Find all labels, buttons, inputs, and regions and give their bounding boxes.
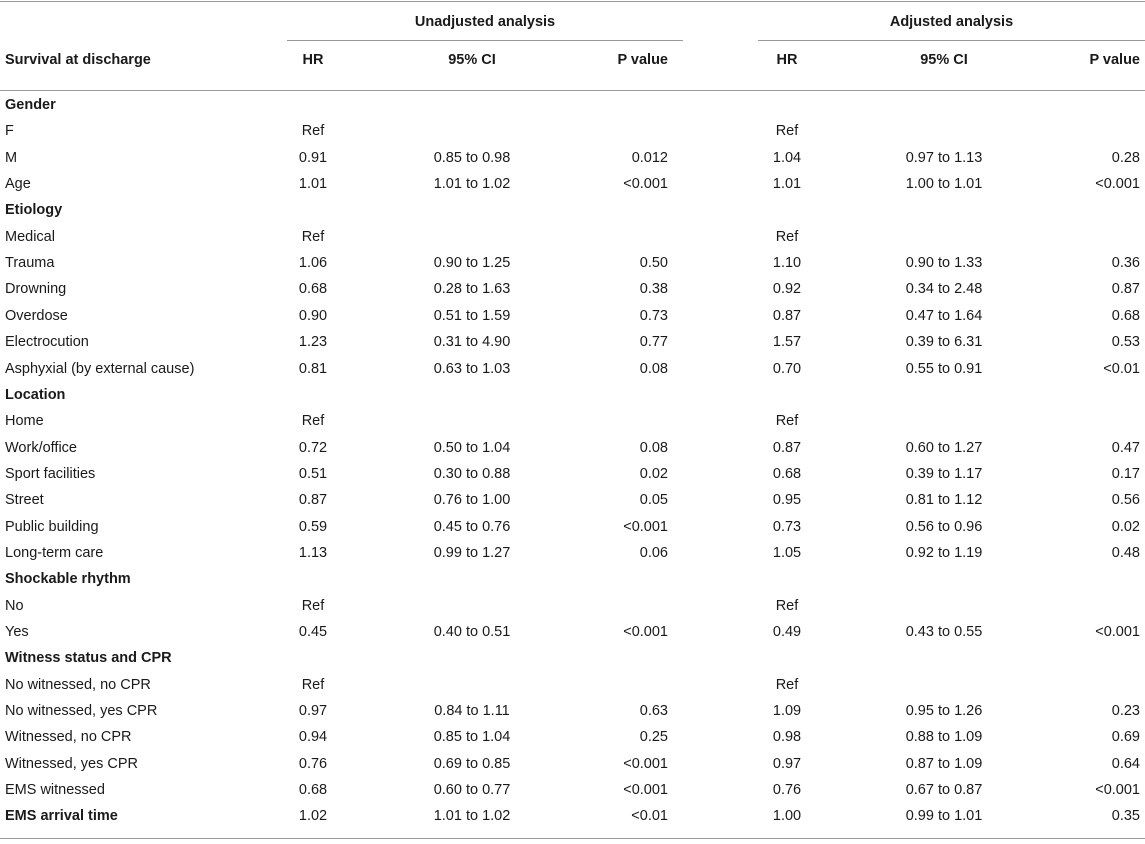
p-value-adjusted: 0.48 — [1111, 544, 1140, 561]
section-row — [0, 92, 1145, 118]
ci-unadjusted: 0.40 to 0.51 — [433, 624, 511, 640]
hr-unadjusted: 0.94 — [298, 729, 328, 746]
ci-unadjusted: 0.51 to 1.59 — [433, 307, 511, 324]
ci-adjusted: 1.00 to 1.01 — [905, 176, 983, 193]
hr-adjusted: 0.92 — [772, 281, 802, 298]
row-label: Trauma — [5, 255, 55, 272]
hr-unadjusted: 0.72 — [298, 439, 328, 456]
ci-adjusted: 0.56 to 0.96 — [905, 518, 983, 535]
table-row — [0, 435, 1145, 461]
hr-unadjusted: 0.59 — [298, 518, 328, 535]
group-title-adjusted: Adjusted analysis — [889, 14, 1014, 30]
hr-unadjusted: 1.23 — [298, 334, 328, 351]
p-value-adjusted: 0.53 — [1111, 334, 1140, 351]
hr-unadjusted: 0.68 — [298, 281, 328, 298]
row-label: Home — [5, 413, 44, 430]
ci-unadjusted: 0.84 to 1.11 — [434, 703, 510, 720]
p-value-adjusted: 0.68 — [1111, 307, 1140, 324]
row-label: Street — [5, 492, 44, 509]
group-rule-adjusted — [758, 40, 1145, 41]
header-p-adjusted: P value — [1089, 52, 1140, 68]
hr-adjusted: 0.98 — [772, 729, 802, 746]
p-value-adjusted: <0.01 — [1103, 360, 1140, 377]
p-value-adjusted: 0.02 — [1111, 518, 1140, 535]
row-label: Electrocution — [5, 334, 89, 351]
ci-adjusted: 0.60 to 1.27 — [905, 439, 983, 456]
p-value-unadjusted: 0.77 — [639, 334, 668, 351]
table-row — [0, 276, 1145, 302]
row-label: Witness status and CPR — [5, 650, 172, 667]
hr-unadjusted: Ref — [301, 228, 325, 245]
hr-adjusted: Ref — [775, 676, 799, 693]
ci-adjusted: 0.90 to 1.33 — [905, 255, 983, 272]
p-value-adjusted: 0.17 — [1111, 465, 1140, 482]
table-row — [0, 698, 1145, 724]
row-label: M — [5, 149, 18, 166]
hr-unadjusted: 0.87 — [298, 492, 328, 509]
p-value-unadjusted: 0.63 — [639, 703, 668, 720]
header-hr-adjusted: HR — [776, 52, 798, 68]
row-label: Location — [5, 386, 66, 403]
hr-unadjusted: 0.68 — [298, 782, 328, 799]
row-label: Etiology — [5, 202, 63, 219]
p-value-unadjusted: 0.012 — [631, 149, 668, 166]
table-row — [0, 777, 1145, 803]
hr-adjusted: 0.87 — [772, 439, 802, 456]
hr-unadjusted: Ref — [301, 123, 325, 140]
ci-adjusted: 0.99 to 1.01 — [905, 808, 983, 825]
header-ci-unadjusted: 95% CI — [448, 52, 496, 68]
table-row — [0, 540, 1145, 566]
header-hr-unadjusted: HR — [302, 52, 324, 68]
p-value-unadjusted: <0.001 — [623, 518, 668, 535]
row-label: Age — [5, 176, 31, 193]
p-value-unadjusted: 0.08 — [639, 439, 668, 456]
hr-adjusted: 0.87 — [772, 307, 802, 324]
table-row — [0, 356, 1145, 382]
hr-adjusted: 0.95 — [772, 492, 802, 509]
ci-adjusted: 0.55 to 0.91 — [905, 360, 983, 377]
ci-unadjusted: 0.63 to 1.03 — [433, 360, 511, 377]
table-row — [0, 487, 1145, 513]
p-value-adjusted: 0.23 — [1111, 703, 1140, 720]
row-label: Gender — [5, 97, 56, 113]
table-row — [0, 751, 1145, 777]
hr-adjusted: 1.09 — [772, 703, 802, 720]
p-value-adjusted: <0.001 — [1095, 624, 1140, 640]
ci-adjusted: 0.95 to 1.26 — [905, 703, 983, 720]
hr-adjusted: 1.01 — [772, 176, 802, 193]
group-title-unadjusted: Unadjusted analysis — [414, 14, 556, 30]
p-value-adjusted: 0.28 — [1111, 149, 1140, 166]
hr-adjusted: 0.97 — [772, 755, 802, 772]
ci-unadjusted: 0.90 to 1.25 — [433, 255, 511, 272]
table-row — [0, 619, 1145, 645]
ci-adjusted: 0.97 to 1.13 — [905, 149, 983, 166]
ci-adjusted: 0.39 to 1.17 — [905, 465, 983, 482]
row-label: EMS witnessed — [5, 782, 105, 799]
row-label: No — [5, 597, 24, 614]
header-ci-adjusted: 95% CI — [920, 52, 968, 68]
p-value-adjusted: <0.001 — [1095, 782, 1140, 799]
row-label: Witnessed, yes CPR — [5, 755, 138, 772]
hr-adjusted: Ref — [775, 413, 799, 430]
table-row — [0, 250, 1145, 276]
row-label: Public building — [5, 518, 99, 535]
ci-adjusted: 0.39 to 6.31 — [905, 334, 983, 351]
ci-adjusted: 0.43 to 0.55 — [905, 624, 983, 640]
row-label: Yes — [5, 624, 29, 640]
ci-adjusted: 0.88 to 1.09 — [905, 729, 983, 746]
hr-unadjusted: 0.90 — [298, 307, 328, 324]
ci-adjusted: 0.87 to 1.09 — [905, 755, 983, 772]
table-row — [0, 461, 1145, 487]
ci-unadjusted: 0.85 to 1.04 — [433, 729, 511, 746]
hr-unadjusted: 0.91 — [298, 149, 328, 166]
ci-adjusted: 0.34 to 2.48 — [905, 281, 983, 298]
p-value-unadjusted: 0.02 — [639, 465, 668, 482]
p-value-unadjusted: 0.06 — [639, 544, 668, 561]
ci-adjusted: 0.92 to 1.19 — [905, 544, 983, 561]
row-label: Long-term care — [5, 544, 104, 561]
table-row — [0, 303, 1145, 329]
hr-unadjusted: 1.13 — [298, 544, 328, 561]
p-value-adjusted: <0.001 — [1095, 176, 1140, 193]
hr-unadjusted: 0.51 — [298, 465, 328, 482]
table-row — [0, 118, 1145, 144]
row-label: Sport facilities — [5, 465, 96, 482]
hr-unadjusted: 1.02 — [298, 808, 328, 825]
table-row — [0, 672, 1145, 698]
hr-adjusted: 0.70 — [772, 360, 802, 377]
hr-adjusted: Ref — [775, 228, 799, 245]
section-row — [0, 382, 1145, 408]
ci-unadjusted: 0.60 to 0.77 — [433, 782, 511, 799]
p-value-unadjusted: 0.25 — [639, 729, 668, 746]
ci-unadjusted: 0.50 to 1.04 — [433, 439, 511, 456]
ci-adjusted: 0.47 to 1.64 — [905, 307, 983, 324]
table-row — [0, 171, 1145, 197]
section-row — [0, 645, 1145, 671]
p-value-unadjusted: <0.001 — [623, 624, 668, 640]
hr-unadjusted: Ref — [301, 597, 325, 614]
ci-unadjusted: 0.45 to 0.76 — [433, 518, 511, 535]
hr-adjusted: 1.10 — [772, 255, 802, 272]
ci-unadjusted: 0.85 to 0.98 — [433, 149, 511, 166]
row-label: No witnessed, no CPR — [5, 676, 151, 693]
ci-unadjusted: 0.28 to 1.63 — [433, 281, 511, 298]
hr-adjusted: 1.05 — [772, 544, 802, 561]
table-row — [0, 329, 1145, 355]
table-row — [0, 408, 1145, 434]
row-label: Work/office — [5, 439, 77, 456]
p-value-unadjusted: 0.38 — [639, 281, 668, 298]
p-value-unadjusted: <0.001 — [623, 755, 668, 772]
hr-unadjusted: Ref — [301, 413, 325, 430]
group-rule-unadjusted — [287, 40, 683, 41]
hr-unadjusted: 1.01 — [298, 176, 328, 193]
section-row — [0, 197, 1145, 223]
p-value-unadjusted: 0.05 — [639, 492, 668, 509]
row-label: No witnessed, yes CPR — [5, 703, 158, 720]
hr-adjusted: 0.49 — [772, 624, 802, 640]
row-label: Overdose — [5, 307, 68, 324]
row-label: Medical — [5, 228, 55, 245]
row-label: Asphyxial (by external cause) — [5, 360, 195, 377]
hr-adjusted: 1.00 — [772, 808, 802, 825]
p-value-unadjusted: <0.01 — [631, 808, 668, 825]
table-row — [0, 724, 1145, 750]
top-rule — [0, 1, 1145, 2]
header-p-unadjusted: P value — [617, 52, 668, 68]
table-row — [0, 145, 1145, 171]
p-value-adjusted: 0.69 — [1111, 729, 1140, 746]
hr-adjusted: 0.68 — [772, 465, 802, 482]
section-row — [0, 803, 1145, 829]
row-label: Drowning — [5, 281, 67, 298]
row-label: Shockable rhythm — [5, 571, 131, 588]
ci-unadjusted: 1.01 to 1.02 — [433, 176, 511, 193]
ci-unadjusted: 0.76 to 1.00 — [433, 492, 511, 509]
p-value-unadjusted: 0.50 — [639, 255, 668, 272]
ci-adjusted: 0.81 to 1.12 — [905, 492, 983, 509]
hr-adjusted: 1.04 — [772, 149, 802, 166]
p-value-unadjusted: <0.001 — [623, 782, 668, 799]
ci-unadjusted: 1.01 to 1.02 — [433, 808, 511, 825]
hr-unadjusted: 0.97 — [298, 703, 328, 720]
header-survival-at-discharge: Survival at discharge — [5, 52, 151, 68]
table-row — [0, 593, 1145, 619]
table-row — [0, 514, 1145, 540]
hr-unadjusted: 0.81 — [298, 360, 328, 377]
ci-unadjusted: 0.31 to 4.90 — [433, 334, 511, 351]
hr-adjusted: 0.76 — [772, 782, 802, 799]
ci-unadjusted: 0.69 to 0.85 — [433, 755, 511, 772]
row-label: EMS arrival time — [5, 808, 118, 825]
row-label: F — [5, 123, 14, 140]
bottom-rule — [0, 838, 1145, 839]
table-row — [0, 224, 1145, 250]
hr-adjusted: Ref — [775, 123, 799, 140]
ci-unadjusted: 0.30 to 0.88 — [433, 465, 511, 482]
header-rule — [0, 90, 1145, 91]
section-row — [0, 566, 1145, 592]
p-value-adjusted: 0.35 — [1111, 808, 1140, 825]
p-value-adjusted: 0.64 — [1111, 755, 1140, 772]
p-value-adjusted: 0.87 — [1111, 281, 1140, 298]
hr-adjusted: Ref — [775, 597, 799, 614]
hr-adjusted: 1.57 — [772, 334, 802, 351]
ci-adjusted: 0.67 to 0.87 — [905, 782, 983, 799]
hr-unadjusted: 0.45 — [298, 624, 328, 640]
row-label: Witnessed, no CPR — [5, 729, 132, 746]
hr-unadjusted: 1.06 — [298, 255, 328, 272]
p-value-adjusted: 0.47 — [1111, 439, 1140, 456]
hr-adjusted: 0.73 — [772, 518, 802, 535]
p-value-adjusted: 0.36 — [1111, 255, 1140, 272]
hr-unadjusted: 0.76 — [298, 755, 328, 772]
hr-unadjusted: Ref — [301, 676, 325, 693]
ci-unadjusted: 0.99 to 1.27 — [433, 544, 511, 561]
p-value-unadjusted: <0.001 — [623, 176, 668, 193]
p-value-unadjusted: 0.73 — [639, 307, 668, 324]
p-value-unadjusted: 0.08 — [639, 360, 668, 377]
p-value-adjusted: 0.56 — [1111, 492, 1140, 509]
